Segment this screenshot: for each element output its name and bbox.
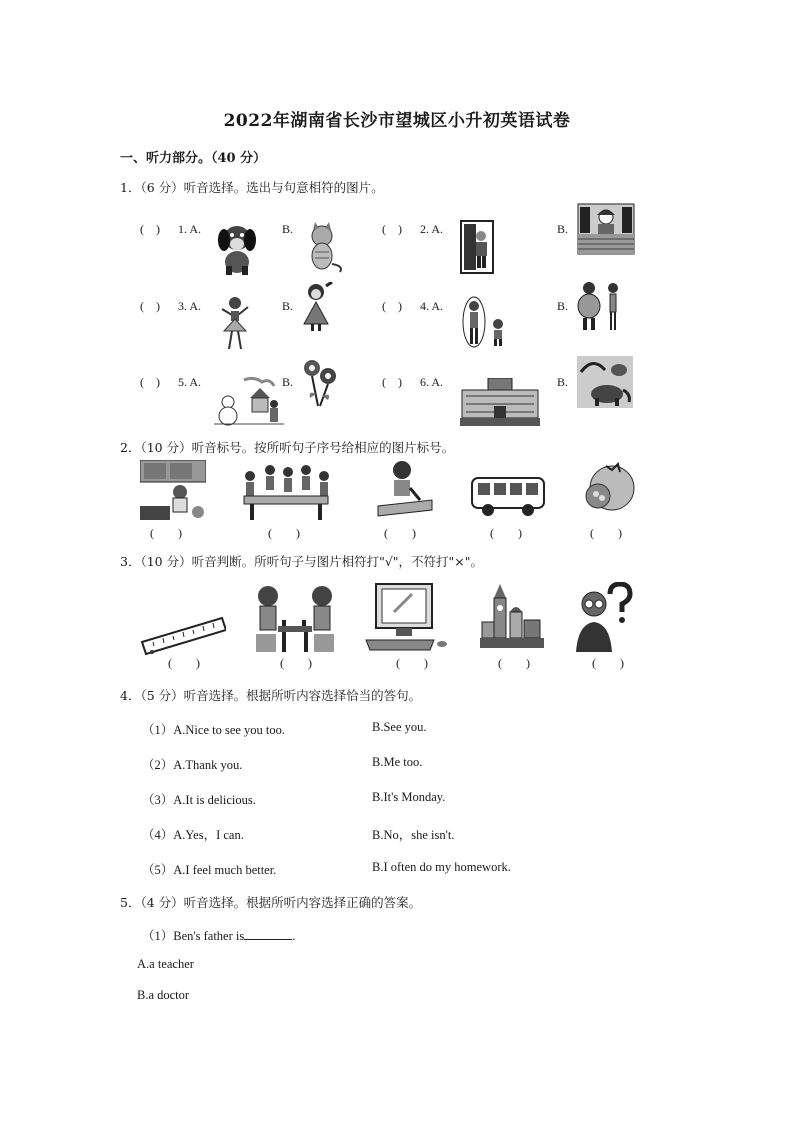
q2-pic1-answer-paren[interactable]: ( ) [150,526,182,540]
q4-row4-option-b[interactable]: B.No，she isn't. [372,828,455,842]
q1-item1-label: 1. A. [178,222,202,236]
section-listening-heading: 一、听力部分。（40 分） [120,151,267,166]
flowers-picture [300,356,340,408]
dancing-girl-picture [218,295,252,351]
q1-item3-answer-paren[interactable]: ( ) [140,299,160,313]
q4-row5-option-a[interactable]: （5）A.I feel much better. [142,863,277,877]
singing-girl-picture [300,282,334,332]
q3-pic3-answer-paren[interactable]: ( ) [396,656,428,670]
q5-sub1-option-b[interactable]: B.a doctor [137,988,190,1002]
ruler-picture [140,612,226,656]
q5-sub1-blank[interactable] [244,927,292,940]
q2-pic5-answer-paren[interactable]: ( ) [590,526,622,540]
q1-item5-b-label: B. [282,375,294,389]
q5-header: 5．（4 分）听音选择。根据所听内容选择正确的答案。 [120,895,422,910]
bus-picture [470,474,546,518]
q4-row5-option-b[interactable]: B.I often do my homework. [372,860,511,874]
q3-pic2-answer-paren[interactable]: ( ) [280,656,312,670]
q1-item5-answer-paren[interactable]: ( ) [140,375,160,389]
tomato-picture [582,460,638,516]
q4-row3-option-b[interactable]: B.It's Monday. [372,790,446,804]
q4-row2-option-b[interactable]: B.Me too. [372,755,423,769]
window-girl-picture [577,203,635,255]
q5-sub1-text: （1）Ben's father is [142,929,245,943]
q3-pic5-answer-paren[interactable]: ( ) [592,656,624,670]
confused-man-picture [574,582,634,654]
boys-playing-chess-picture [252,584,336,656]
q1-item5-label: 5. A. [178,375,202,389]
cat-picture [302,222,346,274]
child-drawing-picture [376,460,434,518]
q4-row1-option-b[interactable]: B.See you. [372,720,427,734]
q1-item2-b-label: B. [557,222,569,236]
q4-header: 4．（5 分）听音选择。根据所听内容选择恰当的答句。 [120,688,422,703]
fat-thin-boys-picture [577,280,625,332]
q5-sub1-period: . [292,929,296,943]
q1-header: 1．（6 分）听音选择。选出与句意相符的图片。 [120,180,384,195]
zoo-picture [577,356,633,408]
q1-item3-b-label: B. [282,299,294,313]
q1-item3-label: 3. A. [178,299,202,313]
q2-pic2-answer-paren[interactable]: ( ) [268,526,300,540]
dog-picture [214,218,260,276]
q1-item2-answer-paren[interactable]: ( ) [382,222,402,236]
school-building-picture [460,378,540,426]
q4-row1-option-a[interactable]: （1）A.Nice to see you too. [142,723,286,737]
family-dinner-picture [240,462,332,522]
snowman-winter-picture [214,376,284,426]
q3-pic1-answer-paren[interactable]: ( ) [168,656,200,670]
q1-item6-b-label: B. [557,375,569,389]
tall-short-boys-picture [462,296,510,348]
q1-item4-label: 4. A. [420,299,444,313]
q2-pic3-answer-paren[interactable]: ( ) [384,526,416,540]
q5-sub1-option-a[interactable]: A.a teacher [137,957,194,971]
q1-item4-b-label: B. [557,299,569,313]
q2-header: 2．（10 分）听音标号。按所听句子序号给相应的图片标号。 [120,440,455,455]
door-boy-picture [460,220,494,274]
page-title: 2022年湖南省长沙市望城区小升初英语试卷 [223,111,571,131]
q4-row3-option-a[interactable]: （3）A.It is delicious. [142,793,256,807]
q3-header: 3．（10 分）听音判断。所听句子与图片相符打"√"，不符打"×"。 [120,554,484,569]
q3-pic4-answer-paren[interactable]: ( ) [498,656,530,670]
q1-item4-answer-paren[interactable]: ( ) [382,299,402,313]
q1-item1-answer-paren[interactable]: ( ) [140,222,160,236]
q2-pic4-answer-paren[interactable]: ( ) [490,526,522,540]
q1-item6-label: 6. A. [420,375,444,389]
q4-row4-option-a[interactable]: （4）A.Yes，I can. [142,828,244,842]
q5-sub1-question [142,926,295,944]
q1-item1-b-label: B. [282,222,294,236]
computer-picture [364,582,450,652]
q4-row2-option-a[interactable]: （2）A.Thank you. [142,758,243,772]
kitchen-cooking-picture [140,460,206,522]
kremlin-building-picture [480,582,544,654]
q1-item6-answer-paren[interactable]: ( ) [382,375,402,389]
q1-item2-label: 2. A. [420,222,444,236]
